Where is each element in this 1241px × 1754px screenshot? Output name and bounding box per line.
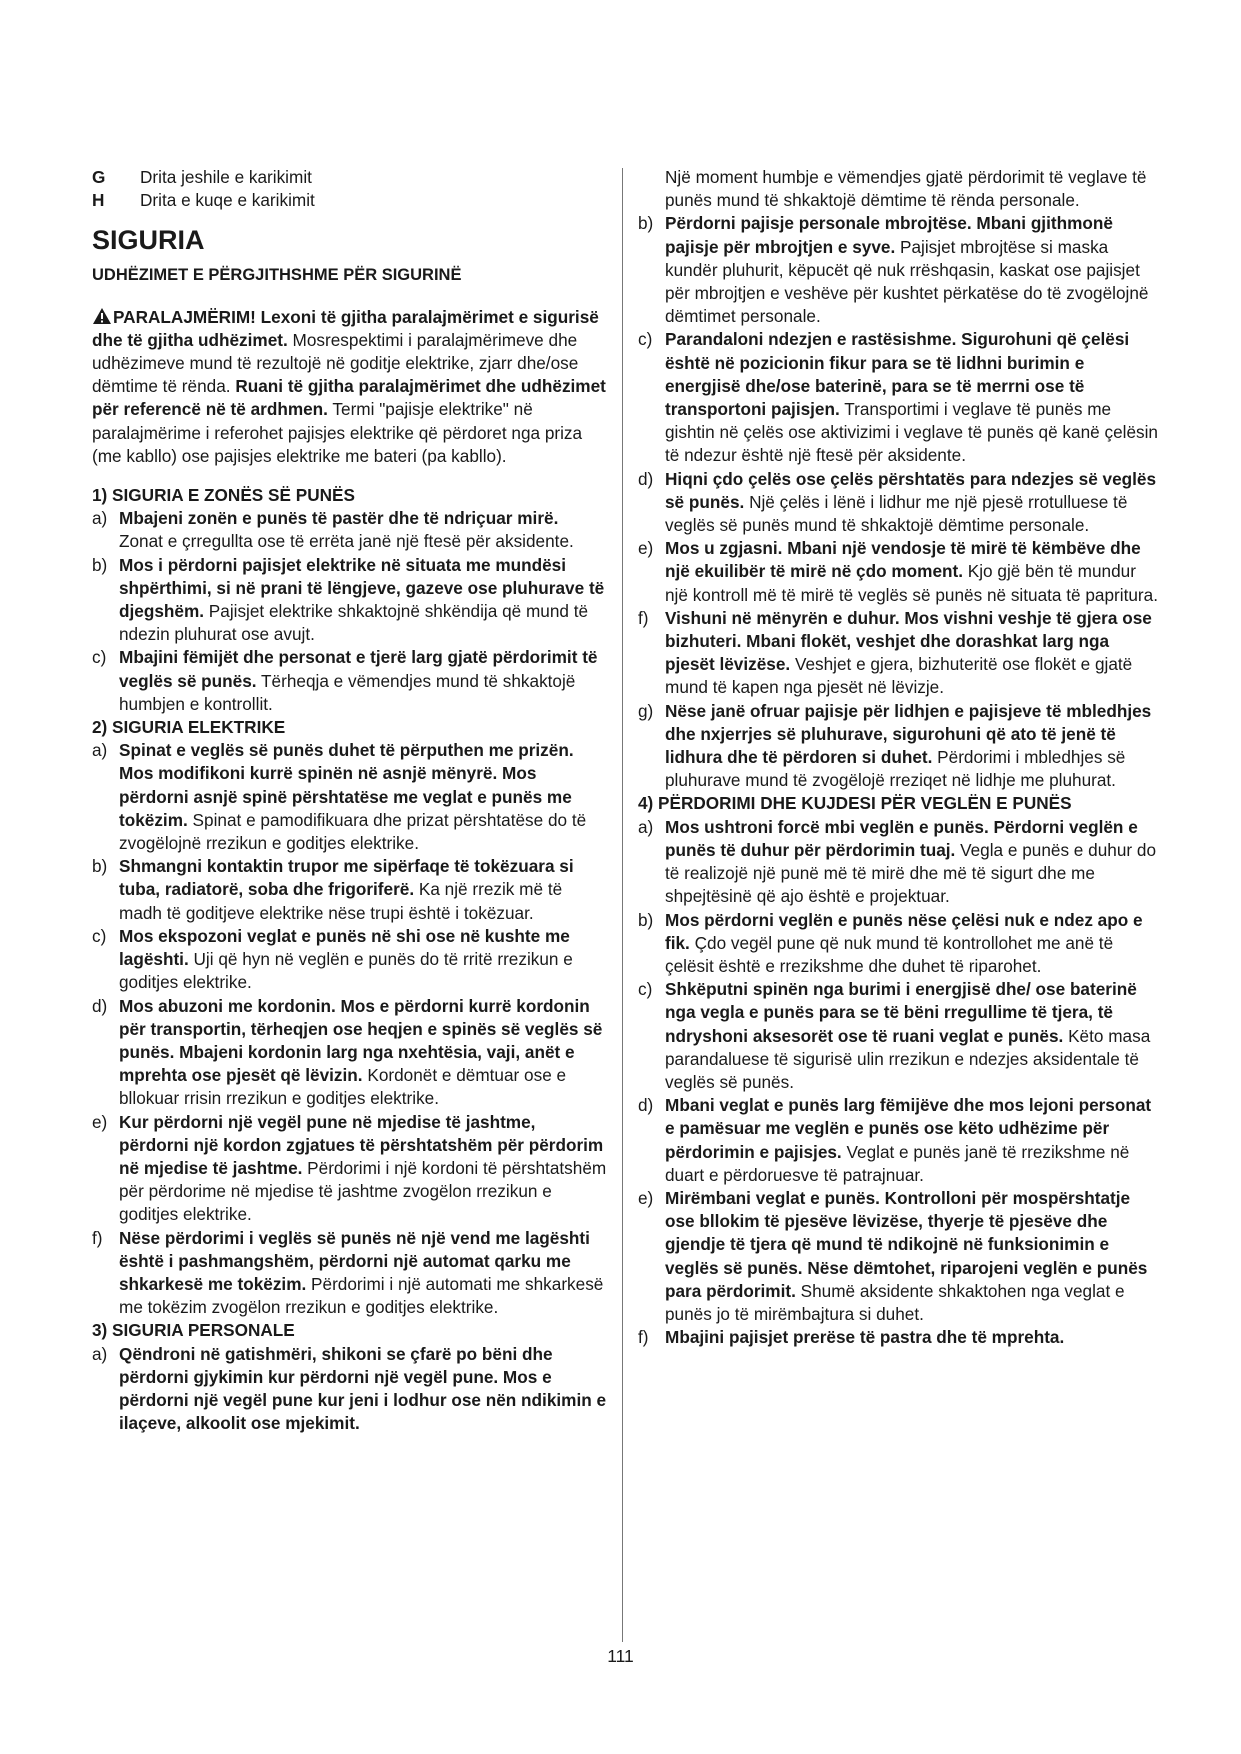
legend — [92, 166, 607, 212]
list-item: a) Mbajeni zonën e punës të pastër dhe të ndriçuar mirë. Zonat e çrregullta ose të errëta janë një ftesë për aksidente. — [92, 508, 574, 552]
list-item: c) Shkëputni spinën nga burimi i energjisë dhe/ ose baterinë nga vegla e punës para se të bëni rregullime të tjera, të ndryshoni aksesorët ose të ruani veglat e punës. Këto masa parandaluese të sigurisë ulin rrezikun e ndezjes aksidentale të veglës së punës. — [638, 979, 1151, 1092]
warning-bold-2: Ruani të gjitha paralajmërimet dhe udhëzimet për referencë në të ardhmen. — [92, 376, 606, 420]
list-item: b) Mos përdorni veglën e punës nëse çelësi nuk e ndez apo e fik. Çdo vegël pune që nuk mund të kontrollohet me anë të çelësit është e rrezikshme dhe duhet të riparohet. — [638, 909, 1143, 976]
legend-text: Drita jeshile e karikimit — [140, 167, 312, 187]
list-item: b) Mos i përdorni pajisjet elektrike në situata me mundësi shpërthimi, si në prani të lëngjeve, gazeve ose pluhurave të djegshëm. Pajisjet elektrike shkaktojnë shkëndija që mund të ndezin pluhurat ose avujt. — [92, 554, 605, 645]
list-item: f) Vishuni në mënyrën e duhur. Mos vishni veshje të gjera ose bizhuteri. Mbani flokët, veshjet dhe dorashkat larg nga pjesët lëvizëse. Veshjet e gjera, bizhuteritë ose flokët e gjatë mund të kapen nga pjesët në lëvizje. — [638, 607, 1152, 698]
list-item: f) Nëse përdorimi i veglës së punës në një vend me lagështi është i pashmangshëm, përdorni një automat qarku me shkarkesë me tokëzim. Përdorimi i një automati me shkarkesë me tokëzim zvogëlon rrezikun e goditjes elektrike. — [92, 1227, 604, 1318]
list-item: b) Përdorni pajisje personale mbrojtëse. Mbani gjithmonë pajisje për mbrojtjen e syve. Pajisjet mbrojtëse si maska kundër pluhurit, këpucët që nuk rrëshqasin, kaskat ose pajisjet për mbrojtjen e veshëve për kushtet përkatëse do të zvogëlojnë dëmtimet personale. — [638, 213, 1149, 327]
list-item: a) Spinat e veglës së punës duhet të përputhen me prizën. Mos modifikoni kurrë spinën në asnjë mënyrë. Mos përdorni asnjë spinë përshtatëse me veglat e punës me tokëzim. Spinat e pamodifikuara dhe prizat përshtatëse do të zvogëlojnë rrezikun e goditjes elektrike. — [92, 740, 587, 854]
list-item: e) Kur përdorni një vegël pune në mjedise të jashtme, përdorni një kordon zgjatues të përshtatshëm për përdorim në mjedise të jashtme. Përdorimi i një kordoni të përshtatshëm për përdorime në mjedise të jashtme zvogëlon rrezikun e goditjes elektrike. — [92, 1111, 607, 1225]
right-column — [638, 166, 1158, 1349]
list-item: e) Mirëmbani veglat e punës. Kontrolloni për mospërshtatje ose bllokim të pjesëve lëvizëse, thyerje të pjesëve dhe gjendje të tjera që mund të ndikojnë në funksionimin e veglës së punës. Nëse dëmtohet, riparojeni veglën e punës para përdorimit. Shumë aksidente shkaktohen nga veglat e punës jo të mirëmbajtura si duhet. — [638, 1187, 1148, 1324]
list-item: a) Qëndroni në gatishmëri, shikoni se çfarë po bëni dhe përdorni gjykimin kur përdorni një vegël pune. Mos e përdorni një vegël pune kur jeni i lodhur ose nën ndikimin e ilaçeve, alkoolit ose mjekimit. — [92, 1343, 607, 1434]
section-subtitle: UDHËZIMET E PËRGJITHSHME PËR SIGURINË — [92, 266, 462, 285]
warning-intro — [92, 306, 607, 468]
legend-key: H — [92, 190, 105, 211]
left-column — [92, 166, 607, 1435]
list-item: e) Mos u zgjasni. Mbani një vendosje të mirë të këmbëve dhe një ekuilibër të mirë në çdo moment. Kjo gjë bën të mundur një kontroll më të mirë të veglës së punës në situata të papritura. — [638, 538, 1158, 605]
list-item: d) Mbani veglat e punës larg fëmijëve dhe mos lejoni personat e pamësuar me veglën e punës ose këto udhëzime për përdorimin e pajisjes. Veglat e punës janë të rrezikshme në duart e përdoruesve të patrajnuar. — [638, 1095, 1152, 1185]
warning-text-2: Termi "pajisje elektrike" në paralajmërime i referohet pajisjes elektrike që përdoret nga priza (me kabllo) ose pajisjes elektrike me bateri (pa kabllo). — [92, 399, 583, 466]
list-item: c) Mos ekspozoni veglat e punës në shi ose në kushte me lagështi. Uji që hyn në veglën e punës do të rritë rrezikun e goditjes elektrike. — [92, 925, 573, 993]
section-heading-electrical: 2) SIGURIA ELEKTRIKE — [92, 717, 286, 738]
list-item: c) Mbajini fëmijët dhe personat e tjerë larg gjatë përdorimit të veglës së punës. Tërheqja e vëmendjes mund të shkaktojë humbjen e kontrollit. — [92, 647, 598, 714]
legend-row-h — [92, 189, 607, 212]
section-title: SIGURIA — [92, 225, 205, 256]
legend-text: Drita e kuqe e karikimit — [140, 190, 315, 211]
list-item: d) Mos abuzoni me kordonin. Mos e përdorni kurrë kordonin për transportin, tërheqjen ose heqjen e spinës së veglës së punës. Mbajeni kordonin larg nga nxehtësia, vaji, anët e mprehta ose pjesët që lëvizin. Kordonët e dëmtuar ose e bllokuar rrisin rrezikun e goditjes elektrike. — [92, 995, 603, 1109]
section-heading-personal: 3) SIGURIA PERSONALE — [92, 1320, 295, 1341]
warning-bold-1: PARALAJMËRIM! Lexoni të gjitha paralajmërimet e sigurisë dhe të gjitha udhëzimet. — [92, 306, 599, 350]
list-item: g) Nëse janë ofruar pajisje për lidhjen e pajisjeve të mbledhjes dhe nxjerrjes së pluhurave, sigurohuni që ato të jenë të lidhura dhe të përdoren si duhet. Përdorimi i mbledhjes së pluhurave mund të zvogëlojë rreziqet në lidhje me pluhurat. — [638, 700, 1152, 791]
list-item: d) Hiqni çdo çelës ose çelës përshtatës para ndezjes së veglës së punës. Një çelës i lënë i lidhur me një pjesë rrotulluese të veglës së punës mund të shkaktojë dëmtime personale. — [638, 468, 1157, 536]
section-heading-tool-use: 4) PËRDORIMI DHE KUJDESI PËR VEGLËN E PUNËS — [638, 793, 1072, 814]
legend-key: G — [92, 167, 106, 187]
continuation-text: Një moment humbje e vëmendjes gjatë përdorimit të veglave të punës mund të shkaktojë dëmtime të rënda personale. — [665, 167, 1147, 211]
page-number: 111 — [607, 1646, 634, 1666]
list-item: a) Mos ushtroni forcë mbi veglën e punës. Përdorni veglën e punës të duhur për përdorimin tuaj. Vegla e punës e duhur do të realizojë një punë më të mirë dhe më të sigurt dhe me shpejtësinë që ajo është e projektuar. — [638, 816, 1156, 907]
section-heading-work-area: 1) SIGURIA E ZONËS SË PUNËS — [92, 485, 355, 506]
list-item: c) Parandaloni ndezjen e rastësishme. Sigurohuni që çelësi është në pozicionin fikur para se të lidhni burimin e energjisë dhe/ose baterinë, para se të merrni ose të transportoni pajisjen. Transportimi i veglave të punës me gishtin në çelës ose aktivizimi i veglave të punës që kanë çelësin të ndezur është një ftesë për aksidente. — [638, 329, 1158, 466]
column-divider — [622, 168, 623, 1642]
warning-text-1: Mosrespektimi i paralajmërimeve dhe udhëzimeve mund të rezultojë në goditje elektrike, zjarr dhe/ose dëmtime të rënda. — [92, 329, 579, 397]
legend-row-g — [92, 166, 607, 189]
warning-triangle-icon — [92, 307, 112, 325]
list-item: f) Mbajini pajisjet prerëse të pastra dhe të mprehta. — [638, 1327, 1065, 1348]
list-item: b) Shmangni kontaktin trupor me sipërfaqe të tokëzuara si tuba, radiatorë, soba dhe frigoriferë. Ka një rrezik më të madh të goditjeve elektrike nëse trupi është i tokëzuar. — [92, 856, 574, 923]
